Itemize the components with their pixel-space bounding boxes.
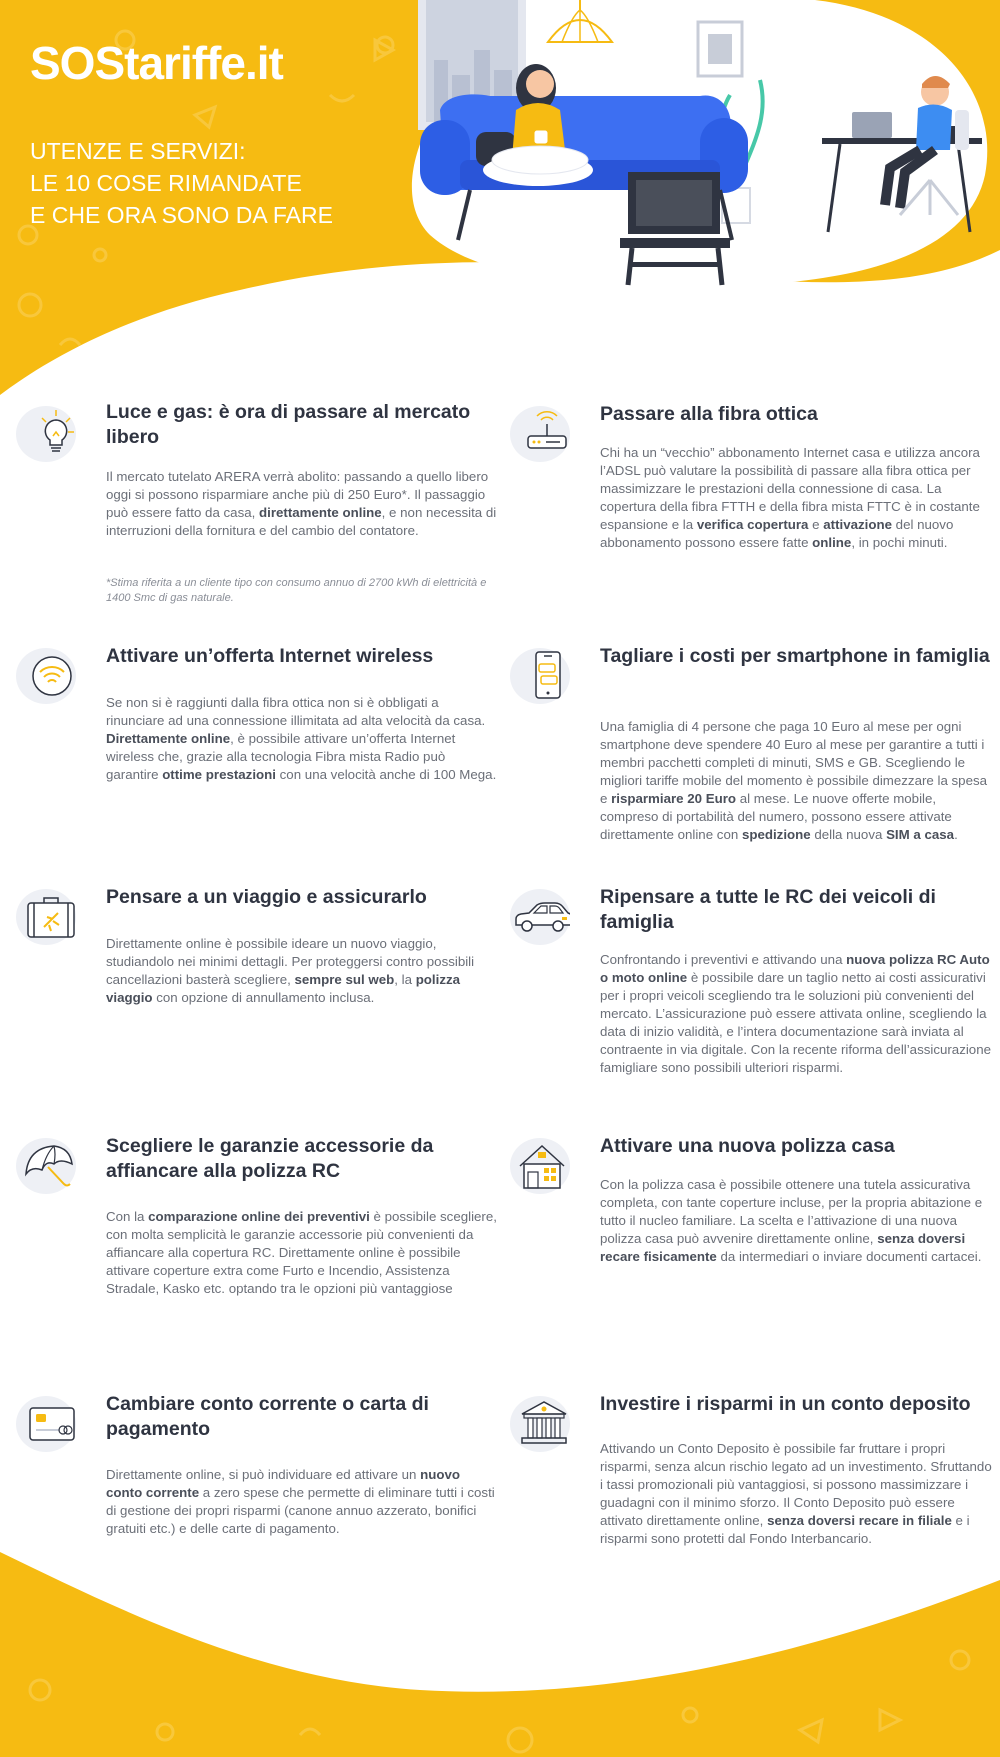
lamp-illustration [548, 0, 612, 42]
section-rc-veicoli [502, 883, 992, 1103]
highlight-text: senza doversi recare fisicamente [600, 1231, 966, 1264]
highlight-text: Direttamente online [106, 731, 231, 746]
highlight-text: attivazione [823, 517, 892, 532]
body-text: da intermediari o inviare documenti cartacei. [716, 1249, 982, 1264]
section-body [600, 444, 992, 552]
body-text: a zero spese che permette di eliminare tutti i costi di gestione dei propri risparmi (canone annuo azzerato, bonifici gratuiti etc.) e delle carte di pagamento. [106, 1485, 495, 1536]
section-icon [8, 400, 88, 466]
section-icon [502, 1390, 582, 1456]
body-text: Una famiglia di 4 persone che paga 10 Euro al mese per ogni smartphone deve spendere 40 Euro al mese per garantire a tutti i membri pacchetti completi di minuti, SMS e GB. Scegliendo le migliori tariffe mobile del momento è possibile dimezzare la spesa e [600, 719, 988, 806]
section-garanzie-accessorie [8, 1132, 498, 1332]
section-title: Luce e gas: è ora di passare al mercato libero [106, 401, 471, 448]
highlight-text: ottime prestazioni [162, 767, 276, 782]
section-icon [502, 400, 582, 466]
body-text: e [808, 517, 824, 532]
highlight-text: senza doversi recare in filiale [767, 1513, 952, 1528]
highlight-text: sempre sul web [294, 972, 395, 987]
body-text: al mese. Le nuove offerte mobile, compreso di portabilità del numero, possono essere attivate direttamente online con [600, 791, 952, 842]
page-title-line: E CHE ORA SONO DA FARE [30, 202, 333, 228]
section-viaggio [8, 883, 498, 1013]
footer-background [0, 1540, 1000, 1757]
section-body [106, 1466, 498, 1538]
body-text: della nuova [810, 827, 887, 842]
body-text: , è possibile attivare un’offerta Internet wireless che, grazie alla tecnologia Fibra mista Radio può garantire [106, 731, 456, 782]
section-smartphone [502, 642, 992, 862]
body-text: Direttamente online, si può individuare ed attivare un [106, 1467, 421, 1482]
section-luce-gas [8, 400, 498, 615]
section-body [106, 935, 498, 1007]
section-title: Investire i risparmi in un conto deposito [600, 1393, 971, 1415]
body-text: Direttamente online è possibile ideare un nuovo viaggio, studiandolo nei minimi dettagli. Per proteggersi contro possibili cancellazioni basterà scegliere, [106, 936, 475, 987]
section-footnote: *Stima riferita a un cliente tipo con consumo annuo di 2700 kWh di elettricità e 1400 Smc di gas naturale. [106, 577, 487, 604]
section-title: Scegliere le garanzie accessorie da affiancare alla polizza RC [106, 1135, 434, 1182]
body-text: con una velocità anche di 100 Mega. [275, 767, 497, 782]
highlight-text: polizza viaggio [106, 972, 461, 1005]
section-title: Pensare a un viaggio e assicurarlo [106, 886, 427, 908]
section-body [600, 1176, 992, 1266]
highlight-text: SIM a casa [886, 827, 955, 842]
section-title: Ripensare a tutte le RC dei veicoli di famiglia [600, 886, 936, 933]
smartphone-icon [514, 650, 570, 702]
section-internet-wireless [8, 642, 498, 802]
body-text: , in pochi minuti. [851, 535, 948, 550]
hero-illustration [418, 0, 1000, 290]
section-title: Passare alla fibra ottica [600, 403, 818, 425]
highlight-text: risparmiare 20 Euro [611, 791, 736, 806]
section-fibra-ottica [502, 400, 992, 580]
router-icon [514, 408, 570, 460]
section-title: Attivare una nuova polizza casa [600, 1135, 895, 1157]
car-icon [514, 891, 570, 943]
highlight-text: verifica copertura [696, 517, 809, 532]
highlight-text: direttamente online [259, 505, 382, 520]
page-title-line: LE 10 COSE RIMANDATE [30, 170, 302, 196]
lightbulb-icon [20, 408, 76, 460]
section-icon [502, 883, 582, 949]
section-title: Cambiare conto corrente o carta di pagamento [106, 1393, 429, 1440]
body-text: Chi ha un “vecchio” abbonamento Internet casa e utilizza ancora l’ADSL può valutare la possibilità di passare alla fibra ottica per massimizzare le prestazioni della connessione di casa. La copertura della fibra FTTH e della fibra mista FTTC è in costante espansione e la [600, 445, 980, 532]
bank-icon [514, 1398, 570, 1450]
section-icon [8, 1390, 88, 1456]
page-title [30, 135, 430, 231]
body-text: è possibile scegliere, con molta semplicità le garanzie accessorie più convenienti da affiancare alla copertura RC. Direttamente online è possibile attivare coperture extra come Furto e Incendio, Assistenza Stradale, Kasko etc. optando tra le opzioni più vantaggiose [106, 1209, 497, 1296]
section-title: Attivare un’offerta Internet wireless [106, 645, 434, 667]
credit-card-icon [20, 1398, 76, 1450]
section-body [600, 951, 992, 1077]
body-text: , la [394, 972, 416, 987]
highlight-text: spedizione [741, 827, 811, 842]
tv-illustration [620, 172, 730, 285]
section-body [106, 694, 498, 784]
section-body [106, 468, 498, 540]
suitcase-icon [20, 891, 76, 943]
body-text: Con la [106, 1209, 149, 1224]
body-text: del nuovo abbonamento possono essere fatte [600, 517, 954, 550]
section-body [106, 1208, 498, 1298]
body-text: è possibile dare un taglio netto ai costi assicurativi per i propri veicoli scegliendo tra le soluzioni più convenienti del mercato. L’assicurazione può essere attivata online, scegliendo la data di inizio validità, e l’intera documentazione sarà inviata al contraente in via digitale. Con la recente riforma dell’assicurazione famigliare sono possibili ulteriori risparmi. [600, 970, 991, 1075]
page-title-line: UTENZE E SERVIZI: [30, 138, 246, 164]
section-polizza-casa [502, 1132, 992, 1292]
body-text: Il mercato tutelato ARERA verrà abolito: passando a quello libero oggi si possono risparmiare anche più di 250 Euro*. Il passaggio può essere fatto da casa, [106, 469, 489, 520]
highlight-text: comparazione online dei preventivi [148, 1209, 370, 1224]
section-title: Tagliare i costi per smartphone in famiglia [600, 645, 990, 667]
brand-logo[interactable]: SOStariffe.it [30, 37, 283, 89]
section-icon [8, 883, 88, 949]
body-text: Confrontando i preventivi e attivando una [600, 952, 847, 967]
section-conto-corrente [8, 1390, 498, 1560]
highlight-text: nuovo conto corrente [106, 1467, 461, 1500]
body-text: Attivando un Conto Deposito è possibile far fruttare i propri risparmi, senza alcun rischio legato ad un investimento. Sfruttando i tassi promozionali più vantaggiosi, si possono massimizzare i guadagni con il minimo sforzo. Il Conto Deposito può essere attivato direttamente online, [600, 1441, 992, 1528]
highlight-text: nuova polizza RC Auto o moto online [600, 952, 990, 985]
man-illustration [885, 76, 969, 215]
body-text: Con la polizza casa è possibile ottenere una tutela assicurativa completa, con tante coperture incluse, per la propria abitazione e tutto il nucleo familiare. La scelta e l’attivazione di una nuova polizza casa può avvenire direttamente online, [600, 1177, 983, 1246]
section-icon [8, 642, 88, 708]
body-text: e i risparmi sono protetti dal Fondo Interbancario. [600, 1513, 970, 1546]
section-icon [502, 1132, 582, 1198]
section-body [600, 718, 992, 844]
section-icon [8, 1132, 88, 1198]
body-text: , e non necessita di interruzioni della fornitura e del cambio del contatore. [106, 505, 497, 538]
house-icon [514, 1140, 570, 1192]
wifi-icon [20, 650, 76, 702]
section-conto-deposito [502, 1390, 992, 1570]
body-text: . [954, 827, 958, 842]
section-body [600, 1440, 992, 1548]
highlight-text: online [812, 535, 852, 550]
body-text: Se non si è raggiunti dalla fibra ottica non si è obbligati a rinunciare ad una connessione illimitata ad alta velocità da casa. [106, 695, 486, 728]
body-text: con opzione di annullamento inclusa. [152, 990, 375, 1005]
section-icon [502, 642, 582, 708]
umbrella-icon [20, 1140, 76, 1192]
